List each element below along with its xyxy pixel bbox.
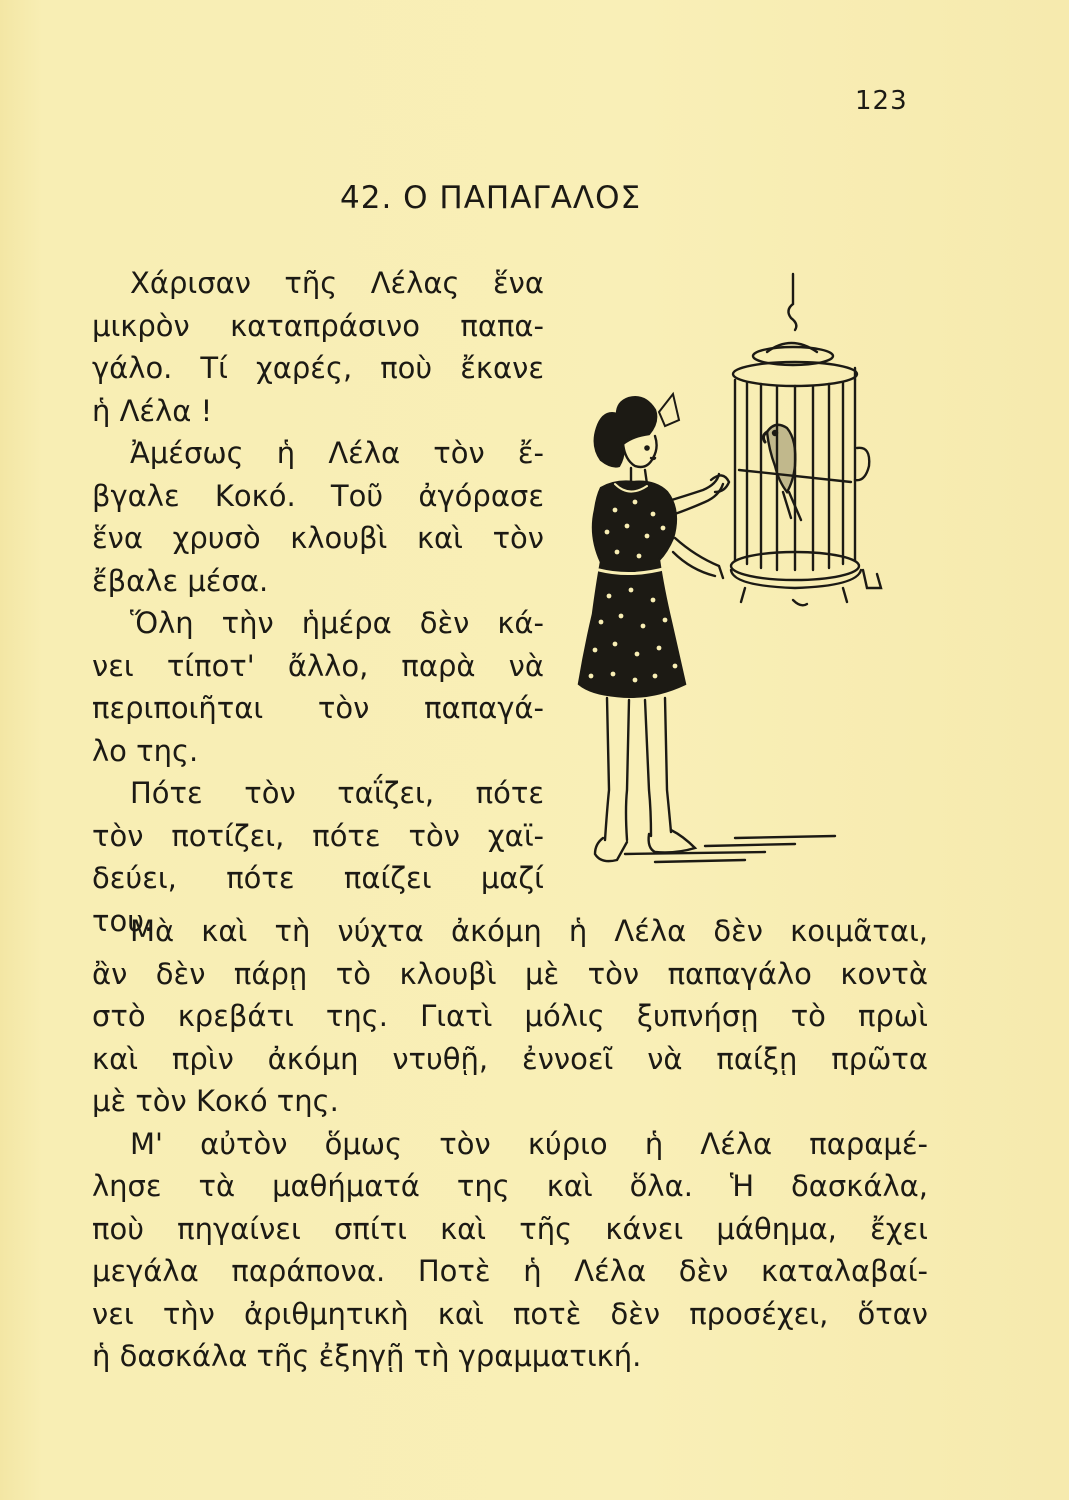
text-line: νει τὴν ἀριθμητικὴ καὶ ποτὲ δὲν προσέχει, ὅταν <box>92 1296 928 1331</box>
text-line: ἕνα χρυσὸ κλουβὶ καὶ τὸν <box>92 521 544 555</box>
text-line: λο της. <box>92 733 199 768</box>
text-line: Μὰ καὶ τὴ νύχτα ἀκόμη ἡ Λέλα δὲν κοιμᾶται, <box>130 914 928 948</box>
girl-with-parrot-cage-illustration <box>555 270 935 890</box>
wide-text-column <box>92 910 928 1378</box>
text-line: του. <box>92 903 154 938</box>
text-line: ἔβαλε μέσα. <box>92 563 269 598</box>
text-line: τὸν ποτίζει, πότε τὸν χαϊ- <box>92 818 544 853</box>
text-line: μικρὸν καταπράσινο παπα- <box>92 308 544 343</box>
text-line: γάλο. Τί χαρές, ποὺ ἔκανε <box>92 351 544 385</box>
text-line: ἂν δὲν πάρῃ τὸ κλουβὶ μὲ τὸν παπαγάλο κοντὰ <box>92 956 928 991</box>
narrow-text-column <box>92 262 544 942</box>
text-line: Μ' αὐτὸν ὅμως τὸν κύριο ἡ Λέλα παραμέ- <box>130 1126 928 1161</box>
text-line: μὲ τὸν Κοκό της. <box>92 1084 339 1118</box>
text-line: ποὺ πηγαίνει σπίτι καὶ τῆς κάνει μάθημα, ἔχει <box>92 1211 928 1246</box>
text-line: στὸ κρεβάτι της. Γιατὶ μόλις ξυπνήσῃ τὸ πρωὶ <box>92 999 928 1033</box>
text-line: καὶ πρὶν ἀκόμη ντυθῇ, ἐννοεῖ νὰ παίξῃ πρῶτα <box>92 1041 928 1076</box>
text-line: Ὅλη τὴν ἡμέρα δὲν κά- <box>130 606 544 640</box>
text-line: ἡ Λέλα ! <box>92 393 213 428</box>
page-number: 123 <box>855 86 908 116</box>
text-line: μεγάλα παράπονα. Ποτὲ ἡ Λέλα δὲν καταλαβαί- <box>92 1254 928 1288</box>
text-line: λησε τὰ μαθήματά της καὶ ὅλα. Ἡ δασκάλα, <box>92 1169 928 1203</box>
text-line: Πότε τὸν ταΐζει, πότε <box>130 776 544 810</box>
chapter-title: 42. Ο ΠΑΠΑΓΑΛΟΣ <box>340 180 642 216</box>
text-line: Χάρισαν τῆς Λέλας ἕνα <box>130 266 544 300</box>
hook-line <box>788 274 796 330</box>
text-line: νει τίποτ' ἄλλο, παρὰ νὰ <box>92 648 544 683</box>
text-line: Ἀμέσως ἡ Λέλα τὸν ἔ- <box>130 436 544 470</box>
text-line: περιποιῆται τὸν παπαγά- <box>92 691 544 725</box>
text-line: βγαλε Κοκό. Τοῦ ἀγόρασε <box>92 478 544 513</box>
text-line: δεύει, πότε παίζει μαζί <box>92 861 544 895</box>
text-line: ἡ δασκάλα τῆς ἐξηγῇ τὴ γραμματική. <box>92 1339 642 1373</box>
illustration-drawing <box>555 270 935 890</box>
